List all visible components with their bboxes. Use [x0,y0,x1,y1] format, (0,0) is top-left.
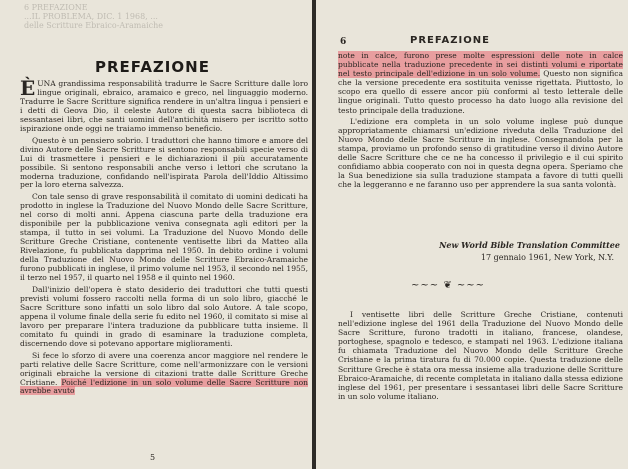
paragraph [338,51,623,115]
page-title: PREFAZIONE [95,58,210,76]
paragraph: Questo è un pensiero sobrio. I traduttori che hanno timore e amore del divino Autore delle Sacre Scritture si sentono responsabili specie verso di Lui di trasmettere i pensieri e le dichiarazioni il più accuratamente possibile. Si sentono responsabili anche verso i lettori che scrutano la moderna traduzione, confidando nell'ispirata Parola dell'Iddio Altissimo per la loro eterna salvezza. [20,135,308,190]
running-header: PREFAZIONE [410,35,490,46]
paragraph: L'edizione era completa in un solo volume inglese può dunque appropriatamente chiamarsi un'edizione riveduta della Traduzione del Nuovo Mondo delle Sacre Scritture in inglese. Consegnandola per la stampa, proviamo un profondo senso di gratitudine verso il divino Autore delle Sacre Scritture che ce ne ha concesso il privilegio e il cui spirito confidiamo abbia cooperato con noi in questa degna opera. Speriamo che la Sua benedizione sia sulla traduzione stampata a favore di tutti quelli che la leggeranno e ne faranno uso per apprendere la sua santa volontà. [338,116,623,190]
highlighted-text: note in calce, furono prese molte espressioni delle note in calce pubblicate nella traduzione precedente in sei distinti volumi e riportate nel testo principale dell'edizione in un solo volume. [338,51,623,79]
paragraph [20,352,308,397]
signature-date: 17 gennaio 1961, New York, N.Y. [480,253,614,262]
paragraph [20,76,308,134]
paragraph: Con tale senso di grave responsabilità il comitato di uomini dedicati ha prodotto in inglese la Traduzione del Nuovo Mondo delle Sacre Scritture, nel corso di molti anni. Appena ciascuna parte della traduzione era disponibile per la pubblicazione veniva consegnata agli editori per la stampa, il tutto in sei volumi. La Traduzione del Nuovo Mondo delle Scritture Greche Cristiane, contenente ventisette libri da Matteo alla Rivelazione, fu pubblicata dapprima nel 1950. In debito ordine i volumi della Traduzione del Nuovo Mondo delle Scritture Ebraico-Aramaiche furono pubblicati in inglese, il primo volume nel 1953, il secondo nel 1955, il terzo nel 1957, il quarto nel 1958 e il quinto nel 1960. [20,192,308,283]
paragraph-text: UNA grandissima responsabilità tradurre le Sacre Scritture dalle loro lingue originali, ebraico, aramaico e greco, nel linguaggio moderno. Tradurre le Sacre Scritture significa rendere in un'altra lingua i pensieri e i detti di Geova Dio, il celeste Autore di questa sacra biblioteca di sessantasei libri, che santi uomini dell'antichità misero per iscritto sotto ispirazione onde oggi ne traiamo immenso beneficio. [20,79,308,133]
paragraph: I ventisette libri delle Scritture Greche Cristiane, contenuti nell'edizione inglese del 1961 della Traduzione del Nuovo Mondo delle Sacre Scritture, furono tradotti in italiano, francese, olandese, portoghese, spagnolo e tedesco, e stampati nel 1963. L'edizione italiana fu chiamata Traduzione del Nuovo Mondo delle Scritture Greche Cristiane e la prima tiratura fu di 70.000 copie. Questa traduzione delle Scritture Greche è stata ora messa insieme alla traduzione delle Scritture Ebraico-Aramaiche, di recente completata in italiano dalla stessa edizione inglese del 1961, per presentare i sessantasei libri delle Sacre Scritture in un solo volume italiano. [338,310,623,401]
ghost-line: delle Scritture Ebraico-Aramaiche [24,21,164,30]
page-number: 5 [150,453,156,462]
right-page [316,0,628,469]
ghost-line: 6 PREFAZIONE [24,3,88,12]
paragraph-text: Questo non significa che la versione precedente era sostituita venisse rigettata. Piuttosto, lo scopo era quello di essere ancor più conformi al testo letterale delle lingue originali. Tutto questo processo ha dato luogo alla revisione del testo principale della traduzione. [338,69,624,115]
drop-cap: È [20,76,36,100]
highlighted-text: Poiché l'edizione in un solo volume delle Sacre Scritture non avrebbe avuto [20,377,308,396]
show-through-text [24,3,163,30]
body-text-lower [338,310,623,401]
left-page [0,0,312,469]
body-text [338,51,623,189]
page-number: 6 [340,37,347,47]
body-text [20,76,308,396]
paragraph-text: Si fece lo sforzo di avere una coerenza ancor maggiore nel rendere le parti relative delle Sacre Scritture, come nell'armonizzare con le versioni originali ebraiche la versione di citazioni tratte dalle Scritture Greche Cristiane. [20,350,308,387]
ornament-divider: ~~~ ❦ ~~~ [411,280,486,291]
ghost-line: ...IL PROBLEMA, DIC. 1 1968, ... [24,12,158,21]
paragraph: Dall'inizio dell'opera è stato desiderio dei traduttori che tutti questi previsti volumi fossero raccolti nella forma di un solo libro, giacché le Sacre Scritture sono infatti un solo libro dal solo Autore. A tale scopo, appena il volume finale della serie fu edito nel 1960, il comitato si mise al lavoro per preparare l'intera traduzione da pubblicare tutta insieme. Il comitato fu quindi in grado di esaminare la traduzione completa, discernendo dove si potevano apportare miglioramenti. [20,284,308,348]
signature: New World Bible Translation Committee [439,240,620,250]
